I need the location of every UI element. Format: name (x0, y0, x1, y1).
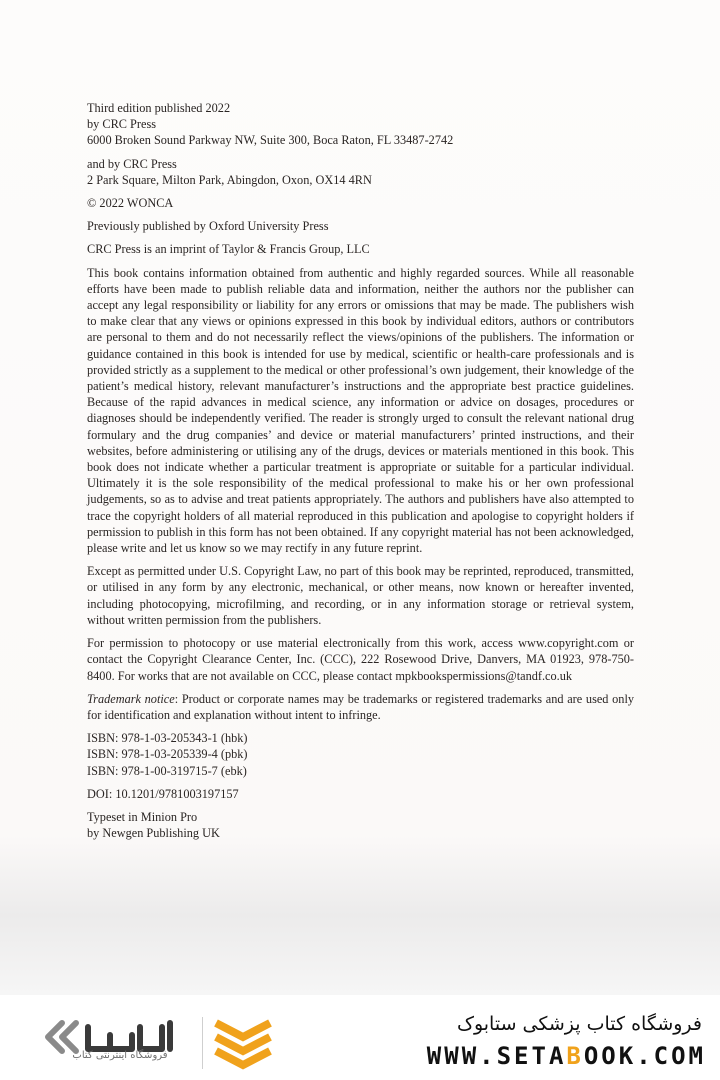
url-start: WWW.SETA (426, 1042, 567, 1070)
publication-block (87, 100, 634, 149)
typeset-by: by Newgen Publishing UK (87, 826, 220, 841)
typeset-block (87, 809, 634, 841)
isbn-ebk: ISBN: 978-1-00-319715-7 (ebk) (87, 763, 247, 778)
setabook-banner[interactable] (0, 995, 720, 1080)
trademark-text: : Product or corporate names may be trademarks or registered trademarks and are used only for identification and explanation without intent to infringe. (87, 691, 635, 722)
typeset-font: Typeset in Minion Pro (87, 809, 198, 824)
second-publisher-line: and by CRC Press (87, 156, 177, 171)
store-title: فروشگاه کتاب پزشکی ستابوک (456, 1013, 702, 1035)
isbn-block (87, 730, 634, 779)
copyright-content (87, 100, 634, 848)
trademark-label: Trademark notice (87, 691, 175, 706)
permission-paragraph: For permission to photocopy or use material electronically from this work, access www.copyright.com or contact the Copyright Clearance Center, Inc. (CCC), 222 Rosewood Drive, Danvers, MA 01923, 978-750-8400. For works that are not available on CCC, please contact mpkbookspermissions@tandf.co.uk (87, 636, 634, 683)
publisher-line: by CRC Press (87, 117, 157, 132)
isbn-hbk: ISBN: 978-1-03-205343-1 (hbk) (87, 731, 248, 746)
setabook-logo-subtitle: فروشگاه اینترنتی کتاب (72, 1050, 168, 1061)
doi-line: DOI: 10.1201/9781003197157 (87, 786, 239, 801)
url-end: OOK.COM (583, 1042, 706, 1070)
previously-published: Previously published by Oxford University Press (87, 219, 329, 234)
copyright-line: © 2022 WONCA (87, 196, 174, 211)
url-highlight: B (566, 1042, 584, 1070)
publisher-address: 6000 Broken Sound Parkway NW, Suite 300, Boca Raton, FL 33487-2742 (87, 133, 454, 148)
second-publisher-address: 2 Park Square, Milton Park, Abingdon, Oxon, OX14 4RN (87, 172, 372, 187)
imprint-line: CRC Press is an imprint of Taylor & Francis Group, LLC (87, 242, 370, 257)
trademark-paragraph (87, 691, 634, 723)
copyright-law-paragraph: Except as permitted under U.S. Copyright Law, no part of this book may be reprinted, reproduced, transmitted, or utilised in any form by any electronic, mechanical, or other means, now known or hereafter invented, including photocopying, microfilming, and recording, or in any information storage or retrieval system, without written permission from the publishers. (87, 564, 634, 627)
store-url[interactable] (427, 1042, 706, 1070)
second-publisher-block (87, 156, 634, 188)
edition-line: Third edition published 2022 (87, 101, 231, 115)
book-chevron-icon (212, 1017, 274, 1071)
disclaimer-paragraph: This book contains information obtained from authentic and highly regarded sources. While all reasonable efforts have been made to publish reliable data and information, neither the authors nor the publisher can accept any legal responsibility or liability for any errors or omissions that may be made. The publishers wish to make clear that any views or opinions expressed in this book by individual editors, authors or contributors are personal to them and do not necessarily reflect the views/opinions of the publishers. The information or guidance contained in this book is intended for use by medical, scientific or health-care professionals and is provided strictly as a supplement to the medical or other professional’s own judgement, their knowledge of the patient’s medical history, relevant manufacturer’s instructions and the appropriate best practice guidelines. Because of the rapid advances in medical science, any information or advice on dosages, procedures or diagnoses should be independently verified. The reader is strongly urged to consult the relevant national drug formulary and the drug companies’ and device or material manufacturers’ printed instructions, and their websites, before administering or utilising any of the drugs, devices or materials mentioned in this book. This book does not indicate whether a particular treatment is appropriate or suitable for a particular individual. Ultimately it is the sole responsibility of the medical professional to make his or her own professional judgements, so as to advise and treat patients appropriately. The authors and publishers have also attempted to trace the copyright holders of all material reproduced in this publication and apologise to copyright holders if permission to publish in this form has not been obtained. If any copyright material has not been acknowledged, please write and let us know so we may rectify in any future reprint. (87, 265, 634, 556)
isbn-pbk: ISBN: 978-1-03-205339-4 (pbk) (87, 747, 248, 762)
banner-divider (202, 1017, 203, 1069)
